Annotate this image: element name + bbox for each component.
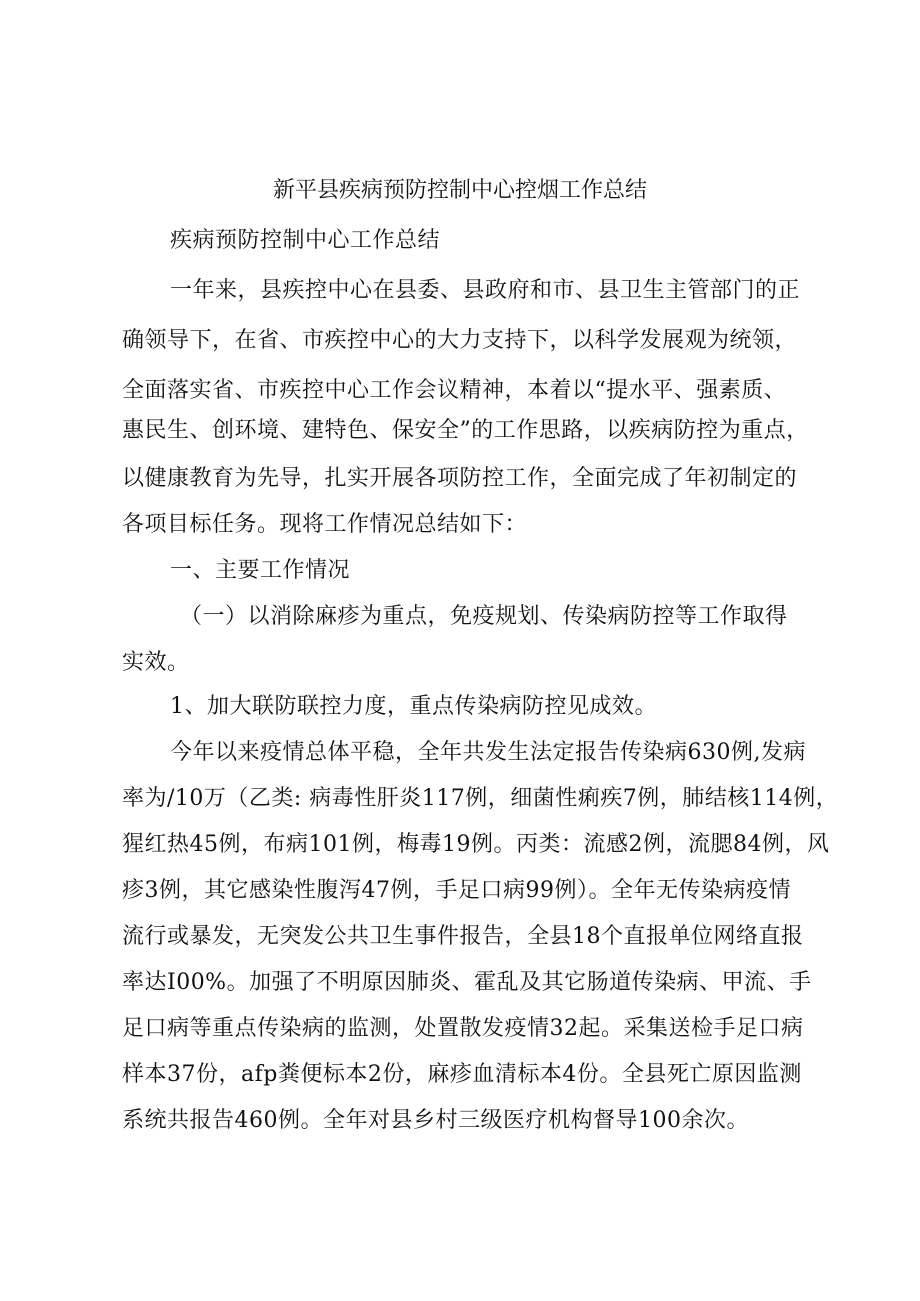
paragraph-line: 率达I00%。加强了不明原因肺炎、霍乱及其它肠道传染病、甲流、手 — [122, 970, 812, 995]
paragraph-line: 流行或暴发，无突发公共卫生事件报告，全县18个直报单位网络直报 — [122, 924, 804, 949]
paragraph-line: 各项目标任务。现将工作情况总结如下： — [122, 512, 528, 537]
paragraph-line: 一年来，县疾控中心在县委、县政府和市、县卫生主管部门的正 — [170, 278, 801, 303]
paragraph-line: 今年以来疫情总体平稳，全年共发生法定报告传染病630例,发病 — [170, 740, 806, 765]
item-heading: 1、加大联防联控力度，重点传染病防控见成效。 — [170, 694, 657, 719]
paragraph-line: 确领导下，在省、市疾控中心的大力支持下，以科学发展观为统领， — [122, 328, 798, 353]
document-title: 新平县疾病预防控制中心控烟工作总结 — [272, 178, 647, 203]
subsection-heading-continued: 实效。 — [122, 650, 190, 675]
paragraph-line: 猩红热45例，布病101例，梅毒19例。丙类：流感2例，流腮84例，风 — [122, 832, 830, 857]
subtitle-line: 疾病预防控制中心工作总结 — [170, 228, 441, 253]
paragraph-line: 惠民生、创环境、建特色、保安全”的工作思路，以疾病防控为重点， — [122, 418, 809, 443]
subsection-heading: （一）以消除麻疹为重点，免疫规划、传染病防控等工作取得 — [180, 604, 788, 629]
paragraph-line: 疹3例，其它感染性腹泻47例，手足口病99例）。全年无传染病疫情 — [122, 878, 791, 903]
paragraph-line: 系统共报告460例。全年对县乡村三级医疗机构督导100余次。 — [122, 1108, 749, 1133]
paragraph-line: 以健康教育为先导，扎实开展各项防控工作，全面完成了年初制定的 — [122, 466, 798, 491]
section-heading: 一、主要工作情况 — [170, 558, 351, 583]
paragraph-line: 全面落实省、市疾控中心工作会议精神，本着以“提水平、强素质、 — [122, 378, 787, 403]
paragraph-line: 率为/10万（乙类: 病毒性肝炎117例，细菌性痢疾7例，肺结核114例， — [122, 786, 839, 811]
paragraph-line: 足口病等重点传染病的监测，处置散发疫情32起。采集送检手足口病 — [122, 1016, 804, 1041]
paragraph-line: 样本37份，afp粪便标本2份，麻疹血清标本4份。全县死亡原因监测 — [122, 1062, 802, 1087]
